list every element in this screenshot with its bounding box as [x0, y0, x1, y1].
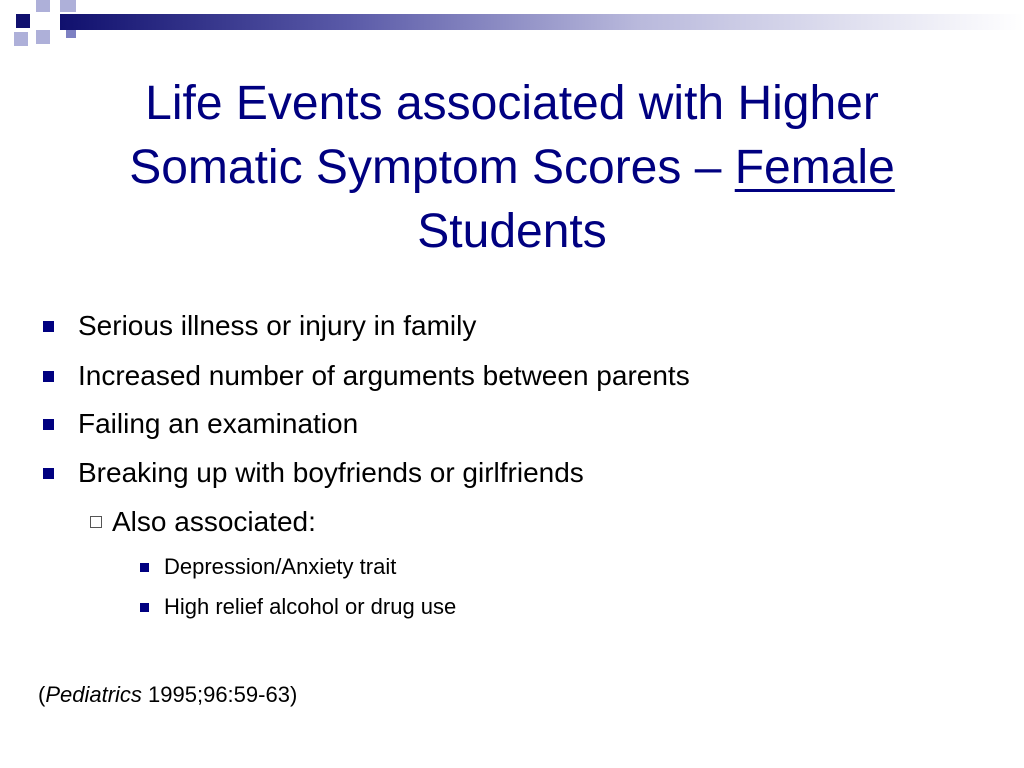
- bullet-text: Increased number of arguments between parents: [78, 360, 690, 391]
- citation-ref: 1995;96:59-63): [141, 682, 298, 707]
- square-bullet-icon: [43, 321, 54, 332]
- square-bullet-icon: [43, 371, 54, 382]
- title-line-2-text: Somatic Symptom Scores –: [129, 141, 735, 194]
- square-bullet-icon: [140, 603, 149, 612]
- citation-open: (: [38, 682, 46, 707]
- citation: [38, 682, 297, 708]
- bullet-item: [40, 306, 476, 346]
- square-bullet-icon: [43, 468, 54, 479]
- sub-bullet-text: Also associated:: [112, 506, 316, 537]
- sub-sub-bullet-text: Depression/Anxiety trait: [164, 554, 397, 579]
- hollow-square-bullet-icon: [90, 516, 102, 528]
- bullet-text: Breaking up with boyfriends or girlfriends: [78, 457, 584, 488]
- citation-journal: Pediatrics: [45, 682, 142, 707]
- title-underlined-word: Female: [734, 141, 895, 194]
- title-line-1: Life Events associated with Higher: [145, 77, 879, 130]
- square-bullet-icon: [140, 563, 149, 572]
- bullet-item: [40, 453, 584, 493]
- sub-sub-bullet-text: High relief alcohol or drug use: [164, 594, 457, 619]
- title-line-3: Students: [417, 205, 607, 258]
- bullet-text: Serious illness or injury in family: [78, 310, 477, 341]
- bullet-text: Failing an examination: [78, 408, 359, 439]
- sub-sub-bullet-item: [140, 552, 396, 582]
- sub-sub-bullet-item: [140, 592, 456, 622]
- sub-bullet-item: [90, 502, 316, 542]
- square-bullet-icon: [43, 419, 54, 430]
- bullet-item: [40, 356, 690, 396]
- bullet-item: [40, 404, 358, 444]
